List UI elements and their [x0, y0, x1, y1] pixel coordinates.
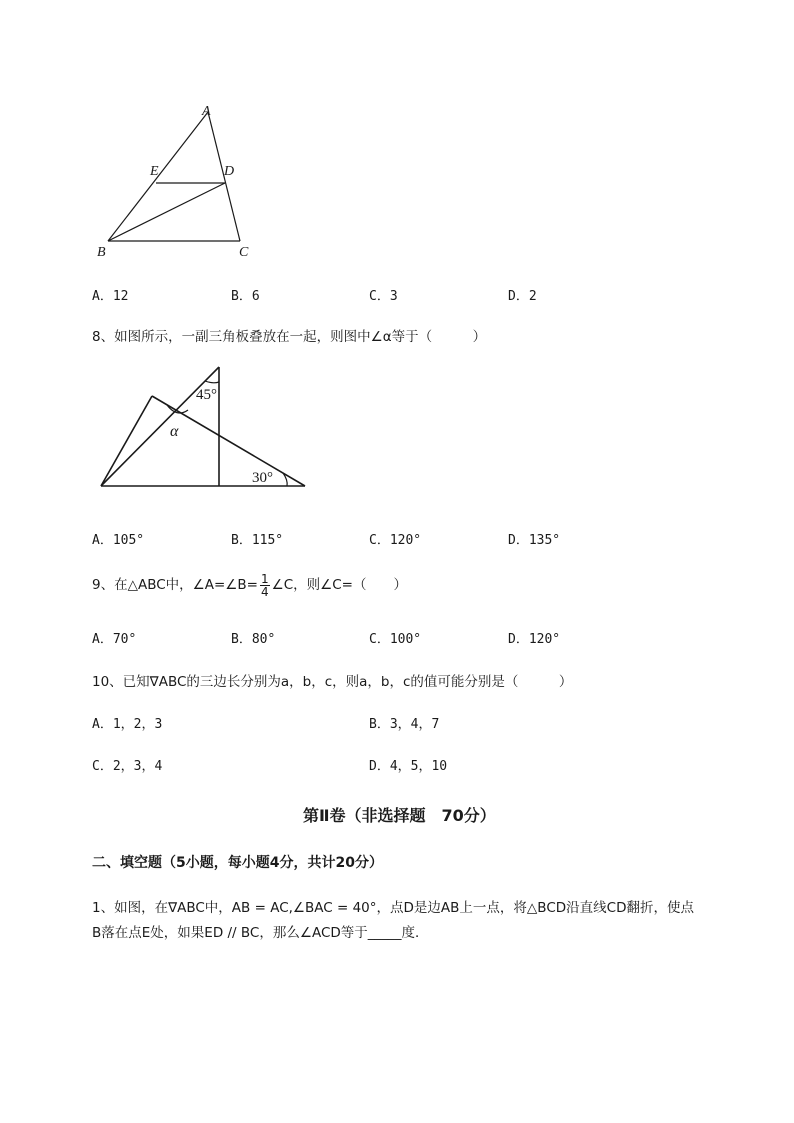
- q9-suffix: ∠C，则∠C=（ ）: [271, 577, 407, 593]
- q9-frac-num: 1: [260, 571, 269, 586]
- label-a: A: [202, 104, 211, 119]
- q10-text: 10、已知∇ABC的三边长分别为a，b，c，则a，b，c的值可能分别是（ ）: [92, 674, 573, 690]
- q7-option-a[interactable]: A．12: [92, 289, 129, 304]
- q7-option-d[interactable]: D．2: [508, 289, 537, 304]
- q9-text: [92, 570, 407, 600]
- q8-option-d[interactable]: D．135°: [508, 533, 561, 548]
- q8-option-a[interactable]: A．105°: [92, 533, 145, 548]
- q9-option-a[interactable]: A．70°: [92, 632, 137, 647]
- angle-30-label: 30°: [252, 470, 273, 486]
- q9-fraction: [260, 573, 270, 598]
- label-c: C: [239, 245, 249, 260]
- q10-option-d[interactable]: D．4，5，10: [369, 759, 448, 774]
- label-e: E: [150, 164, 159, 179]
- triangle-figure-q7: [90, 98, 260, 263]
- q10-option-a[interactable]: A．1，2，3: [92, 717, 163, 732]
- fill1-line2: B落在点E处，如果ED // BC，那么∠ACD等于_____度．: [92, 925, 429, 941]
- q9-option-c[interactable]: C．100°: [369, 632, 422, 647]
- alpha-label: α: [170, 423, 179, 440]
- q10-option-c[interactable]: C．2，3，4: [92, 759, 163, 774]
- q8-option-b[interactable]: B．115°: [231, 533, 284, 548]
- angle-45-label: 45°: [196, 387, 217, 403]
- hypotenuse-30: [152, 396, 305, 486]
- q8-text: 8、如图所示，一副三角板叠放在一起，则图中∠α等于（ ）: [92, 329, 487, 345]
- label-d: D: [224, 164, 235, 179]
- fill1-line1: 1、如图，在∇ABC中，AB = AC,∠BAC = 40°，点D是边AB上一点，将△BCD沿直线CD翻折，使点: [92, 900, 694, 916]
- q9-frac-den: 4: [260, 584, 269, 599]
- q7-option-c[interactable]: C．3: [369, 289, 398, 304]
- label-b: B: [97, 245, 106, 260]
- q9-option-b[interactable]: B．80°: [231, 632, 276, 647]
- hypotenuse-45: [101, 367, 219, 486]
- q7-option-b[interactable]: B．6: [231, 289, 260, 304]
- set-squares-figure-q8: [95, 360, 315, 495]
- q8-option-c[interactable]: C．120°: [369, 533, 422, 548]
- part2-title: 第Ⅱ卷（非选择题 70分）: [303, 806, 496, 825]
- segment-bd: [108, 183, 225, 241]
- q9-prefix: 9、在△ABC中，∠A=∠B=: [92, 577, 258, 593]
- q9-option-d[interactable]: D．120°: [508, 632, 561, 647]
- q10-option-b[interactable]: B．3，4，7: [369, 717, 440, 732]
- fill-section-heading: 二、填空题（5小题，每小题4分，共计20分）: [92, 855, 383, 871]
- arc-45: [205, 381, 219, 383]
- short-side-30: [101, 396, 152, 486]
